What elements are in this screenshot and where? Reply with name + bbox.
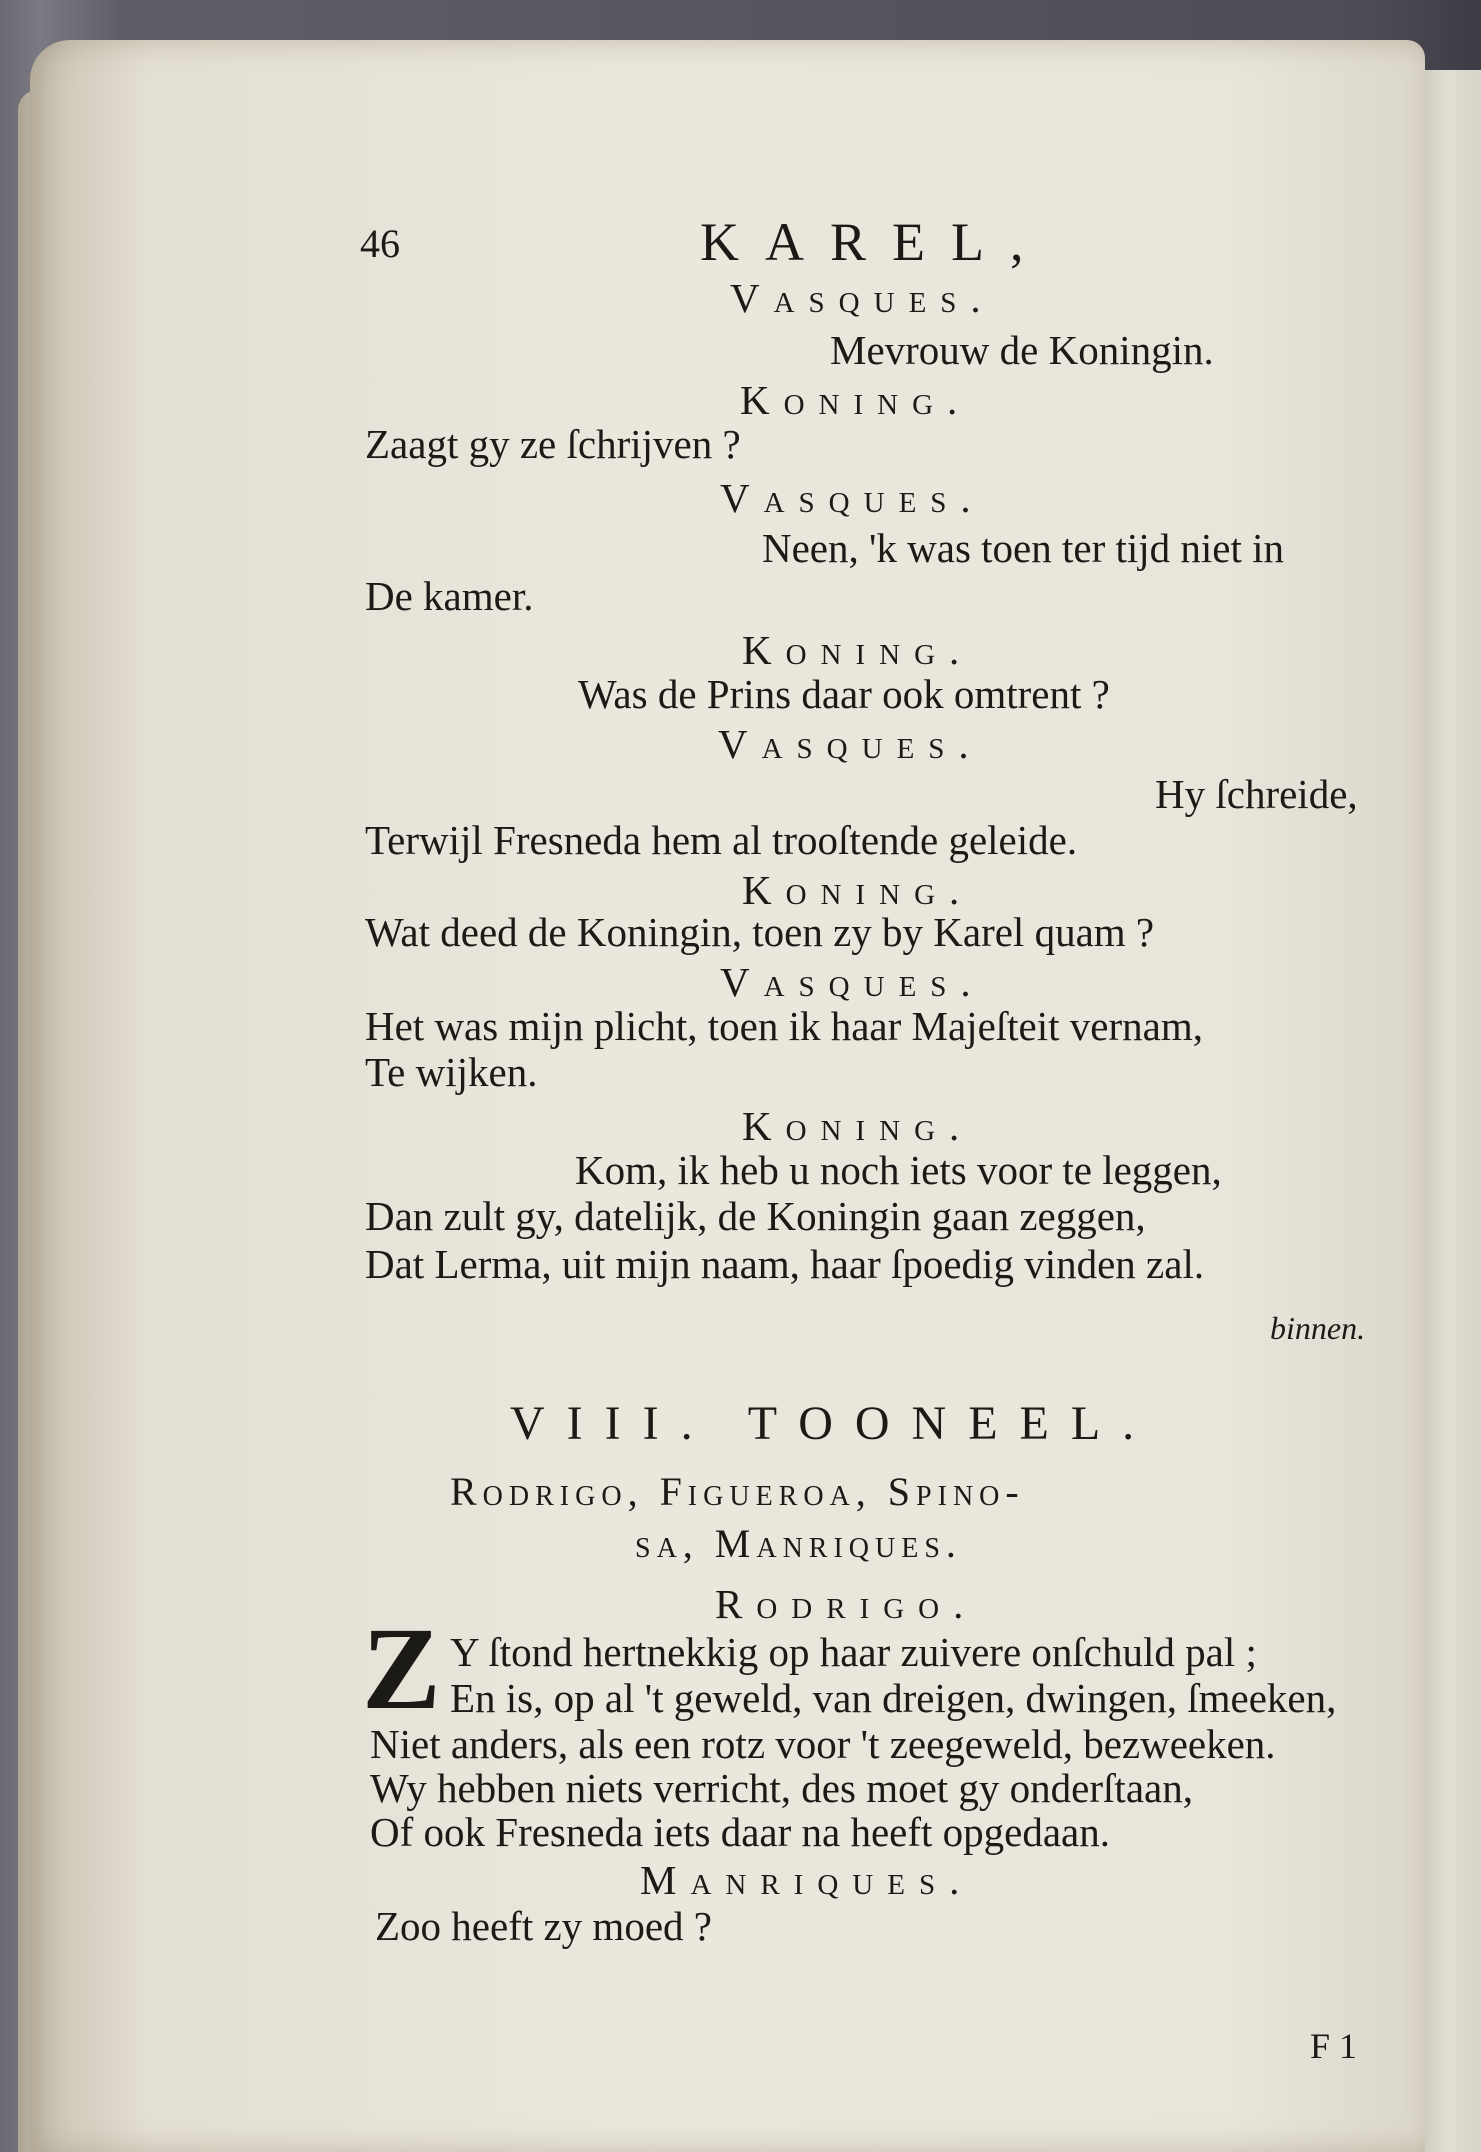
cast-list-line-1: Rodrigo, Figueroa, Spino-	[450, 1469, 1025, 1514]
verse-line: Kom, ik heb u noch iets voor te leggen,	[575, 1147, 1222, 1193]
stage-direction: binnen.	[1270, 1310, 1366, 1346]
facing-page-edge	[1420, 70, 1481, 2152]
verse-line: Wat deed de Koningin, toen zy by Karel quam ?	[365, 909, 1155, 955]
cast-list-line-2: sa, Manriques.	[635, 1521, 962, 1566]
scene-title: VIII. TOONEEL.	[510, 1397, 1157, 1450]
verse-line: De kamer.	[365, 573, 534, 619]
verse-line: Niet anders, als een rotz voor 't zeegeweld, bezweeken.	[370, 1721, 1276, 1767]
verse-line: Het was mijn plicht, toen ik haar Majeſteit vernam,	[365, 1003, 1203, 1049]
page-number: 46	[360, 221, 400, 266]
verse-line: Zaagt gy ze ſchrijven ?	[365, 421, 741, 467]
book-page	[30, 40, 1425, 2152]
speaker-label: Vasques.	[718, 721, 983, 767]
verse-line: Zoo heeft zy moed ?	[375, 1903, 712, 1949]
verse-line: Y ſtond hertnekkig op haar zuivere onſchuld pal ;	[450, 1629, 1257, 1675]
verse-line: Terwijl Fresneda hem al trooſtende geleide.	[365, 817, 1078, 863]
speaker-label: Koning.	[742, 627, 974, 673]
verse-line: En is, op al 't geweld, van dreigen, dwingen, ſmeeken,	[450, 1675, 1337, 1721]
verse-line: Wy hebben niets verricht, des moet gy onderſtaan,	[370, 1765, 1193, 1811]
speaker-label: Koning.	[742, 867, 974, 913]
speaker-label: Rodrigo.	[715, 1581, 978, 1627]
speaker-label: Koning.	[740, 377, 972, 423]
speaker-label: Vasques.	[720, 959, 985, 1005]
signature-mark: F 1	[1310, 2026, 1358, 2066]
verse-line: Was de Prins daar ook omtrent ?	[578, 671, 1110, 717]
drop-capital: Z	[362, 1603, 441, 1734]
verse-line: Te wijken.	[365, 1049, 538, 1095]
verse-line: Of ook Fresneda iets daar na heeft opgedaan.	[370, 1809, 1110, 1855]
speaker-label: Vasques.	[730, 275, 995, 321]
speaker-label: Koning.	[742, 1103, 974, 1149]
verse-line: Mevrouw de Koningin.	[830, 327, 1214, 373]
speaker-label: Manriques.	[640, 1857, 974, 1903]
verse-line: Hy ſchreide,	[1155, 771, 1358, 817]
running-title: KAREL,	[700, 212, 1050, 272]
speaker-label: Vasques.	[720, 475, 985, 521]
verse-line: Dan zult gy, datelijk, de Koningin gaan zeggen,	[365, 1193, 1146, 1239]
verse-line: Dat Lerma, uit mijn naam, haar ſpoedig vinden zal.	[365, 1241, 1205, 1287]
verse-line: Neen, 'k was toen ter tijd niet in	[762, 525, 1285, 571]
